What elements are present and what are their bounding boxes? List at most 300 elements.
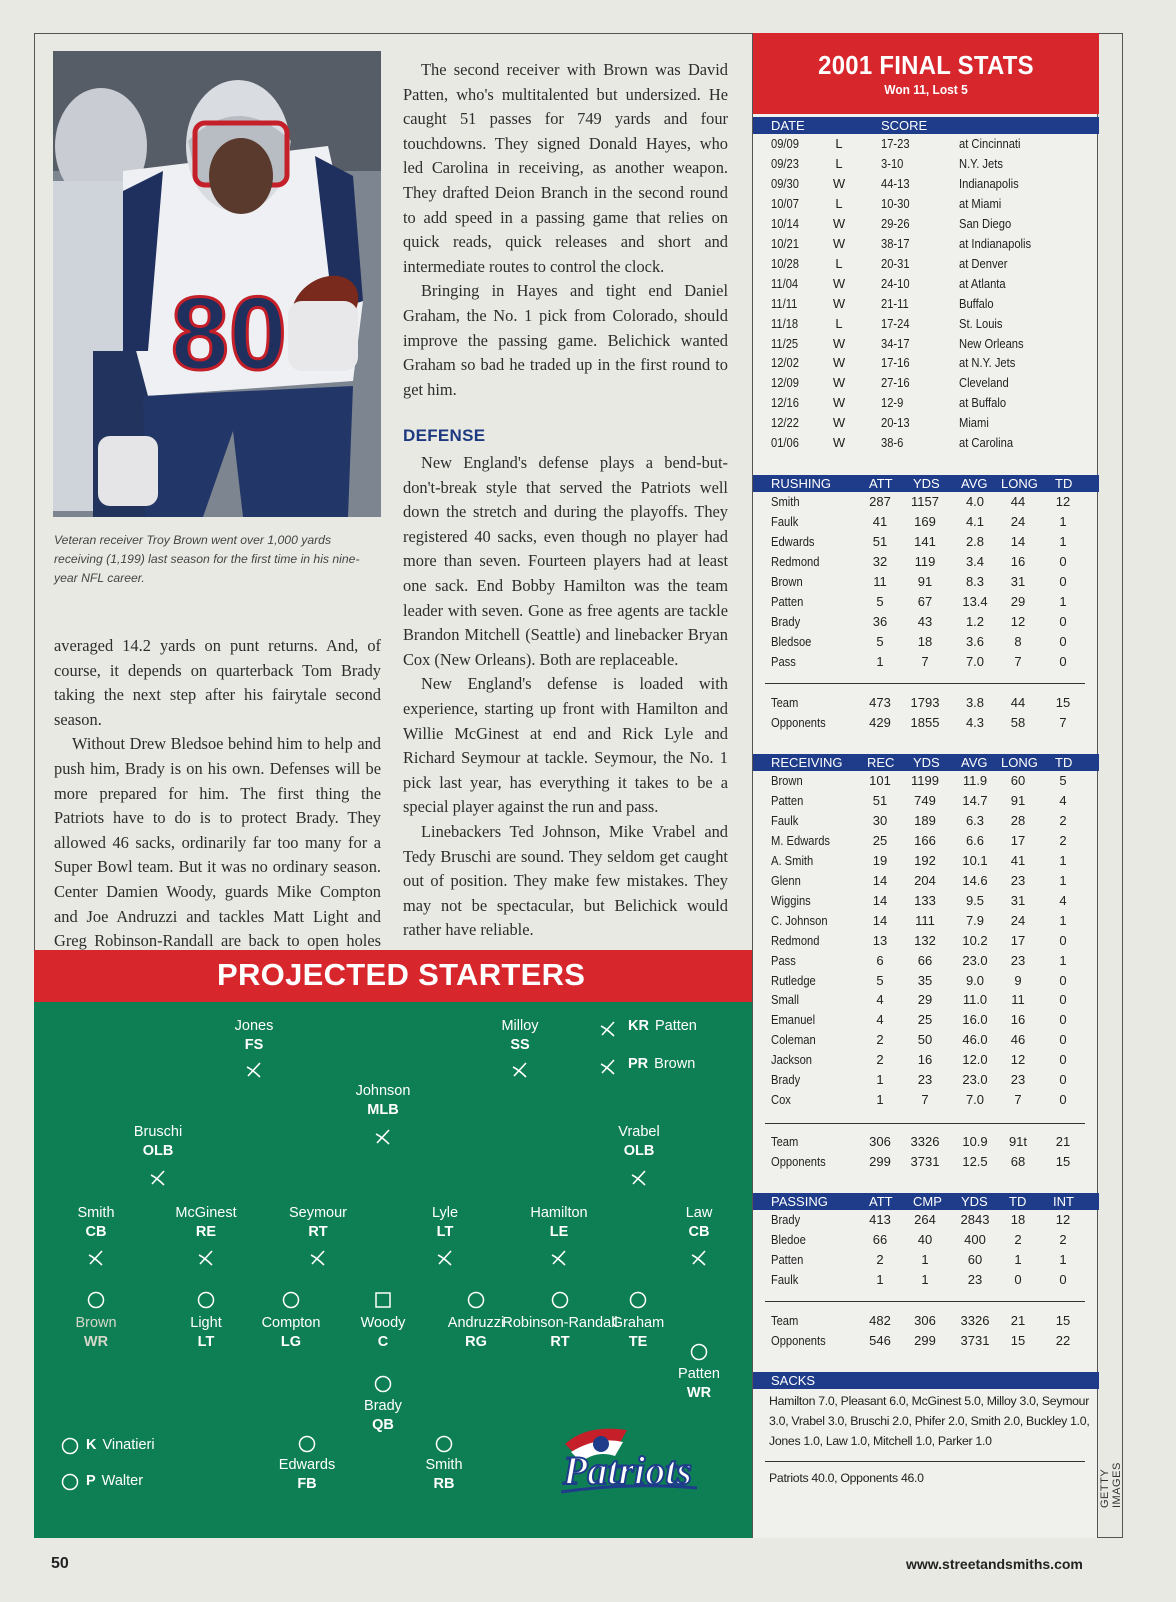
column-header: DATE bbox=[771, 118, 805, 133]
stat-cell: at Cincinnati bbox=[959, 136, 1021, 151]
stat-cell: 19 bbox=[872, 852, 888, 868]
paragraph: New England's defense plays a bend-but-don't-break style that served the Patriots well down the stretch and during the playoffs. They registered 40 sacks, even though no player had more than seven. Fourteen players had at least one sack. End Bobby Hamilton was the team leader with seven. Gone as free agents are tackle Brandon Mitchell (Seattle) and linebacker Bryan Cox (New Orleans). Both are replaceable. bbox=[403, 453, 728, 669]
stat-cell: L bbox=[835, 136, 843, 151]
starter-position: TE bbox=[628, 1333, 648, 1350]
stat-cell: 23 bbox=[1010, 952, 1026, 968]
starter-name: Jones bbox=[234, 1018, 274, 1034]
stat-cell: C. Johnson bbox=[771, 912, 828, 928]
stat-cell: 3731 bbox=[960, 1333, 990, 1348]
starter-position: WR bbox=[83, 1333, 109, 1350]
defender-x-icon bbox=[510, 1060, 530, 1080]
stat-cell: 23.0 bbox=[962, 952, 988, 968]
starter bbox=[501, 1017, 538, 1054]
stat-cell: Emanuel bbox=[771, 1012, 816, 1028]
stat-cell: 14 bbox=[872, 892, 888, 908]
paragraph: New England's defense is loaded with experience, starting up front with Hamilton and Willie McGinest at end and Rick Lyle and Richard Seymour at tackle. Seymour, the No. 1 pick last year, has everything it takes to be a special player against the run and pass. bbox=[403, 674, 728, 817]
returner-x-icon bbox=[598, 1057, 618, 1077]
schedule-row bbox=[753, 274, 1099, 294]
stat-cell: 9.5 bbox=[965, 892, 985, 908]
projected-starters-title: PROJECTED STARTERS bbox=[217, 957, 586, 992]
rushing-row bbox=[753, 532, 1099, 552]
starter-name: McGinest bbox=[175, 1205, 237, 1221]
stat-cell: 1 bbox=[1059, 852, 1067, 868]
stat-cell: 11/04 bbox=[771, 275, 799, 291]
stat-cell: 8 bbox=[1014, 633, 1022, 649]
stat-cell: 67 bbox=[917, 593, 933, 609]
stat-cell: 0 bbox=[1059, 1072, 1067, 1088]
stat-cell: 111 bbox=[915, 912, 935, 928]
stat-cell: Wiggins bbox=[771, 892, 811, 908]
starter-position: RT bbox=[308, 1223, 328, 1240]
stat-cell: M. Edwards bbox=[771, 832, 831, 848]
schedule-row bbox=[753, 154, 1099, 174]
starter-name: Hamilton bbox=[530, 1205, 588, 1221]
stat-cell: 11/25 bbox=[771, 335, 799, 351]
stat-cell: Indianapolis bbox=[959, 175, 1019, 191]
schedule-row bbox=[753, 214, 1099, 234]
column-header: RUSHING bbox=[771, 476, 831, 491]
page-number: 50 bbox=[51, 1555, 69, 1572]
schedule-row bbox=[753, 174, 1099, 194]
stat-cell: 1157 bbox=[911, 494, 939, 509]
stat-cell: 10-30 bbox=[881, 195, 910, 211]
schedule-row bbox=[753, 134, 1099, 154]
rushing-total-row bbox=[753, 693, 1099, 713]
stat-cell: Team bbox=[771, 1134, 799, 1149]
offense-circle-icon bbox=[281, 1290, 301, 1310]
stat-cell: at Atlanta bbox=[959, 275, 1006, 291]
stat-cell: Faulk bbox=[771, 513, 799, 529]
starter-position: LT bbox=[436, 1223, 454, 1240]
starter bbox=[612, 1314, 664, 1351]
receiving-row bbox=[753, 951, 1099, 971]
stat-cell: Faulk bbox=[771, 1271, 799, 1287]
rushing-row bbox=[753, 592, 1099, 612]
defense-heading: DEFENSE bbox=[403, 426, 486, 445]
stat-cell: 10/14 bbox=[771, 215, 799, 231]
stat-cell: 6.3 bbox=[965, 812, 985, 828]
stat-cell: 01/06 bbox=[771, 435, 799, 451]
stat-cell: W bbox=[832, 375, 846, 391]
offense-circle-icon bbox=[689, 1342, 709, 1362]
offense-circle-icon bbox=[466, 1290, 486, 1310]
defender-x-icon bbox=[629, 1168, 649, 1188]
jersey-number: 80 bbox=[171, 276, 287, 392]
stat-cell: 91 bbox=[917, 573, 933, 589]
offense-circle-icon bbox=[628, 1290, 648, 1310]
stat-cell: Redmond bbox=[771, 932, 820, 948]
stat-cell: St. Louis bbox=[959, 315, 1003, 331]
returner bbox=[628, 1056, 695, 1072]
stat-cell: 36 bbox=[872, 613, 888, 629]
stat-cell: 1 bbox=[921, 1251, 929, 1267]
stat-cell: 0 bbox=[1059, 553, 1067, 569]
stat-cell: 169 bbox=[914, 513, 936, 529]
column-header: AVG bbox=[961, 476, 988, 491]
stat-cell: 18 bbox=[1010, 1212, 1026, 1227]
stat-cell: Pass bbox=[771, 653, 796, 669]
stat-cell: Team bbox=[771, 695, 799, 710]
stat-cell: Glenn bbox=[771, 872, 801, 888]
stat-cell: 13 bbox=[872, 932, 888, 948]
stat-cell: 4 bbox=[876, 992, 884, 1008]
stat-cell: 12/22 bbox=[771, 415, 799, 431]
starter-position: LG bbox=[280, 1333, 302, 1350]
starter-name: Law bbox=[685, 1205, 713, 1221]
starter-position: RG bbox=[465, 1333, 487, 1350]
stat-cell: 0 bbox=[1059, 573, 1067, 589]
center-square-icon bbox=[373, 1290, 393, 1310]
stat-cell: 15 bbox=[1055, 695, 1071, 710]
stat-cell: 68 bbox=[1010, 1154, 1026, 1169]
starter-name: Smith bbox=[425, 1457, 463, 1473]
column-header: SACKS bbox=[771, 1373, 816, 1388]
starter-position: MLB bbox=[367, 1101, 399, 1118]
offense-circle-icon bbox=[196, 1290, 216, 1310]
stat-cell: 141 bbox=[914, 533, 936, 549]
starter-position: CB bbox=[688, 1223, 710, 1240]
stat-cell: Rutledge bbox=[771, 972, 816, 988]
stat-cell: 12-9 bbox=[881, 395, 904, 411]
stat-cell: 429 bbox=[869, 715, 891, 730]
stats-sidebar bbox=[752, 33, 1098, 1538]
stat-cell: 132 bbox=[914, 932, 936, 948]
season-record: Won 11, Lost 5 bbox=[884, 82, 968, 97]
stat-cell: 299 bbox=[869, 1154, 891, 1169]
stat-cell: 11/18 bbox=[771, 315, 799, 331]
stat-cell: A. Smith bbox=[771, 852, 814, 868]
stat-cell: 3326 bbox=[910, 1134, 940, 1149]
stat-cell: 473 bbox=[869, 695, 891, 710]
stat-cell: 11/11 bbox=[771, 295, 798, 311]
depth-chart-field bbox=[34, 1002, 752, 1538]
starter-name: Brady bbox=[364, 1398, 402, 1414]
starter-position: OLB bbox=[623, 1142, 655, 1159]
stat-cell: 17 bbox=[1010, 832, 1026, 848]
starter bbox=[530, 1204, 587, 1241]
stat-cell: 0 bbox=[1059, 633, 1067, 649]
receiving-row bbox=[753, 911, 1099, 931]
rushing-row bbox=[753, 572, 1099, 592]
paragraph: averaged 14.2 yards on punt returns. And, of course, it depends on quarterback Tom Brady taking the next step after his fairytale second season. bbox=[54, 636, 381, 729]
stat-cell: 21-11 bbox=[881, 295, 909, 311]
stat-cell: 5 bbox=[876, 972, 884, 988]
stat-cell: 10/28 bbox=[771, 255, 799, 271]
stat-cell: Redmond bbox=[771, 553, 820, 569]
stat-cell: 0 bbox=[1059, 1032, 1067, 1048]
photo-caption: Veteran receiver Troy Brown went over 1,000 yards receiving (1,199) last season for the first time in his nine-year NFL career. bbox=[54, 533, 360, 585]
stat-cell: 0 bbox=[1059, 653, 1067, 669]
stat-cell: at Indianapolis bbox=[959, 235, 1032, 251]
stat-cell: 23 bbox=[1010, 872, 1026, 888]
returner-role: KR bbox=[628, 1018, 649, 1034]
stat-cell: 3326 bbox=[960, 1313, 990, 1328]
stat-cell: 2 bbox=[1014, 1231, 1022, 1247]
starter-position: SS bbox=[510, 1036, 530, 1053]
stat-cell: W bbox=[832, 275, 846, 291]
stat-cell: 7.9 bbox=[965, 912, 985, 928]
stat-cell: L bbox=[835, 155, 843, 171]
stat-cell: 14.6 bbox=[962, 872, 988, 888]
stat-cell: at Carolina bbox=[959, 435, 1014, 451]
stat-cell: 15 bbox=[1055, 1154, 1071, 1169]
stat-cell: 15 bbox=[1010, 1333, 1026, 1348]
stat-cell: 5 bbox=[1059, 773, 1067, 788]
stat-cell: 10/07 bbox=[771, 195, 799, 211]
kicker-circle-icon bbox=[60, 1436, 80, 1456]
schedule-row bbox=[753, 294, 1099, 314]
stat-cell: Small bbox=[771, 992, 799, 1008]
stat-cell: 60 bbox=[1010, 773, 1026, 788]
stat-cell: 3.4 bbox=[965, 553, 985, 569]
defender-x-icon bbox=[86, 1248, 106, 1268]
starter-name: Vrabel bbox=[618, 1124, 660, 1140]
column-header: INT bbox=[1053, 1194, 1074, 1209]
stat-cell: 7 bbox=[1059, 715, 1067, 730]
stat-cell: 11.9 bbox=[962, 773, 988, 788]
stat-cell: L bbox=[835, 255, 843, 271]
stat-cell: 3731 bbox=[910, 1154, 940, 1169]
starter bbox=[175, 1204, 236, 1241]
stat-cell: 43 bbox=[917, 613, 933, 629]
stat-cell: 9 bbox=[1014, 972, 1022, 988]
stat-cell: 0 bbox=[1059, 932, 1067, 948]
starter bbox=[364, 1397, 402, 1434]
stat-cell: 7 bbox=[1014, 653, 1022, 669]
stat-cell: 1 bbox=[1059, 872, 1067, 888]
receiving-row bbox=[753, 811, 1099, 831]
stat-cell: 3-10 bbox=[881, 155, 904, 171]
divider bbox=[765, 1301, 1085, 1302]
receiving-row bbox=[753, 891, 1099, 911]
defender-x-icon bbox=[244, 1060, 264, 1080]
stat-cell: 32 bbox=[872, 553, 888, 569]
rushing-row bbox=[753, 632, 1099, 652]
starter bbox=[432, 1204, 458, 1241]
stat-cell: 25 bbox=[917, 1012, 933, 1028]
stat-cell: 38-17 bbox=[881, 235, 910, 251]
stat-cell: W bbox=[832, 295, 846, 311]
rushing-row bbox=[753, 552, 1099, 572]
stat-cell: 7.0 bbox=[965, 653, 985, 669]
starter-name: Smith bbox=[77, 1205, 115, 1221]
schedule-row bbox=[753, 254, 1099, 274]
website: www.streetandsmiths.com bbox=[906, 1556, 1083, 1572]
divider bbox=[765, 683, 1085, 684]
stat-cell: Buffalo bbox=[959, 295, 994, 311]
stat-cell: 0 bbox=[1059, 1052, 1067, 1068]
starter-position: LE bbox=[549, 1223, 569, 1240]
returner-name: Patten bbox=[654, 1018, 697, 1034]
starter-name: Lyle bbox=[431, 1205, 459, 1221]
defender-x-icon bbox=[373, 1127, 393, 1147]
returner-role: PR bbox=[628, 1056, 649, 1072]
starter-name: Brown bbox=[75, 1315, 117, 1331]
starter bbox=[134, 1123, 182, 1160]
stat-cell: W bbox=[832, 175, 846, 191]
passing-row bbox=[753, 1270, 1099, 1290]
stat-cell: 0 bbox=[1059, 1092, 1067, 1108]
stat-cell: 46 bbox=[1010, 1032, 1026, 1048]
sacks-header bbox=[753, 1372, 1099, 1389]
starter-name: Edwards bbox=[278, 1457, 336, 1473]
column-header: LONG bbox=[1001, 476, 1038, 491]
starter-position: QB bbox=[372, 1416, 394, 1433]
stat-cell: 1.2 bbox=[965, 613, 985, 629]
stat-cell: 1 bbox=[1059, 1251, 1067, 1267]
stat-cell: 41 bbox=[872, 513, 888, 529]
receiving-row bbox=[753, 1090, 1099, 1110]
projected-starters-banner bbox=[34, 950, 752, 1002]
stat-cell: 1 bbox=[876, 653, 884, 669]
stat-cell: Team bbox=[771, 1313, 799, 1328]
starter-name: Robinson-Randall bbox=[502, 1315, 618, 1331]
stat-cell: W bbox=[832, 415, 846, 431]
stat-cell: 91 bbox=[1010, 792, 1026, 808]
stat-cell: 1855 bbox=[910, 715, 940, 730]
stats-title: 2001 FINAL STATS bbox=[818, 50, 1034, 80]
stat-cell: Patten bbox=[771, 593, 804, 609]
stat-cell: at N.Y. Jets bbox=[959, 355, 1016, 371]
rushing-total-row bbox=[753, 713, 1099, 733]
stat-cell: 7 bbox=[921, 1092, 929, 1108]
offense-circle-icon bbox=[550, 1290, 570, 1310]
column-header: TD bbox=[1055, 476, 1073, 491]
middle-column-defense bbox=[403, 451, 728, 943]
stat-cell: 1 bbox=[1059, 533, 1067, 549]
stat-cell: 2 bbox=[1059, 832, 1067, 848]
schedule-row bbox=[753, 353, 1099, 373]
receiving-row bbox=[753, 1010, 1099, 1030]
stat-cell: 17-23 bbox=[881, 136, 910, 151]
stat-cell: 51 bbox=[872, 533, 888, 549]
starter bbox=[235, 1017, 274, 1054]
stat-cell: 166 bbox=[914, 832, 936, 848]
schedule-row bbox=[753, 334, 1099, 354]
stat-cell: 20-31 bbox=[881, 255, 910, 271]
starter-position: WR bbox=[686, 1384, 712, 1401]
starter-name: Graham bbox=[611, 1315, 665, 1331]
starter-position: RT bbox=[550, 1333, 570, 1350]
stat-cell: W bbox=[832, 335, 846, 351]
player-photo bbox=[53, 51, 381, 517]
stat-cell: 66 bbox=[872, 1231, 888, 1247]
starter bbox=[356, 1082, 411, 1119]
stat-cell: 400 bbox=[964, 1231, 986, 1247]
stat-cell: Opponents bbox=[771, 1154, 826, 1169]
stat-cell: Bledoe bbox=[771, 1231, 806, 1247]
stat-cell: 23 bbox=[967, 1271, 983, 1287]
stat-cell: 1199 bbox=[911, 773, 939, 788]
stat-cell: 749 bbox=[914, 792, 936, 808]
middle-column-top bbox=[403, 58, 728, 402]
stat-cell: 18 bbox=[917, 633, 933, 649]
stat-cell: 287 bbox=[869, 494, 891, 509]
stat-cell: Brady bbox=[771, 1072, 801, 1088]
offense-circle-icon bbox=[86, 1290, 106, 1310]
offense-circle-icon bbox=[297, 1434, 317, 1454]
schedule-row bbox=[753, 234, 1099, 254]
column-header: ATT bbox=[869, 476, 893, 491]
stat-cell: 7 bbox=[921, 653, 929, 669]
stat-cell: 11.0 bbox=[962, 992, 988, 1008]
stat-cell: 4 bbox=[1059, 792, 1067, 808]
left-column bbox=[54, 634, 381, 978]
stat-cell: 5 bbox=[876, 633, 884, 649]
stat-cell: 306 bbox=[914, 1313, 936, 1328]
stat-cell: San Diego bbox=[959, 215, 1012, 231]
stat-cell: 1 bbox=[876, 1271, 884, 1287]
stat-cell: 1 bbox=[876, 1072, 884, 1088]
starter bbox=[686, 1204, 713, 1241]
starter-position: LT bbox=[197, 1333, 215, 1350]
starter-name: Woody bbox=[360, 1315, 406, 1331]
stat-cell: 204 bbox=[914, 872, 936, 888]
passing-row bbox=[753, 1230, 1099, 1250]
stat-cell: 10/21 bbox=[771, 235, 799, 251]
stat-cell: 1 bbox=[1014, 1251, 1022, 1267]
stat-cell: 2 bbox=[1059, 812, 1067, 828]
stat-cell: 1 bbox=[921, 1271, 929, 1287]
starter-name: Bruschi bbox=[133, 1124, 183, 1140]
rushing-row bbox=[753, 512, 1099, 532]
stat-cell: 1 bbox=[1059, 952, 1067, 968]
receiving-row bbox=[753, 871, 1099, 891]
sacks-total: Patriots 40.0, Opponents 46.0 bbox=[769, 1471, 924, 1485]
receiving-row bbox=[753, 1050, 1099, 1070]
column-header: ATT bbox=[869, 1194, 893, 1209]
stat-cell: 413 bbox=[869, 1212, 891, 1227]
rushing-header bbox=[753, 475, 1099, 492]
column-header: YDS bbox=[913, 476, 940, 491]
column-header: LONG bbox=[1001, 755, 1038, 770]
stat-cell: 2 bbox=[876, 1052, 884, 1068]
stat-cell: 546 bbox=[869, 1333, 891, 1348]
stat-cell: Opponents bbox=[771, 1333, 826, 1348]
rushing-row bbox=[753, 652, 1099, 672]
stat-cell: 09/23 bbox=[771, 155, 799, 171]
returner-x-icon bbox=[598, 1019, 618, 1039]
stat-cell: 12 bbox=[1010, 1052, 1026, 1068]
receiving-total-row bbox=[753, 1152, 1099, 1172]
patriots-logo bbox=[557, 1422, 702, 1500]
stat-cell: 12/09 bbox=[771, 375, 799, 391]
receiving-header bbox=[753, 754, 1099, 771]
stat-cell: 38-6 bbox=[881, 435, 904, 451]
stat-cell: 189 bbox=[914, 812, 936, 828]
stat-cell: 1 bbox=[1059, 912, 1067, 928]
starter bbox=[279, 1456, 335, 1493]
stat-cell: Brady bbox=[771, 1212, 801, 1227]
receiving-row bbox=[753, 771, 1099, 791]
stat-cell: 25 bbox=[872, 832, 888, 848]
stat-cell: 12.5 bbox=[962, 1154, 988, 1169]
schedule-row bbox=[753, 393, 1099, 413]
receiving-row bbox=[753, 971, 1099, 991]
stat-cell: 299 bbox=[914, 1333, 936, 1348]
stat-cell: 10.1 bbox=[962, 852, 988, 868]
stat-cell: 14 bbox=[872, 912, 888, 928]
stat-cell: 46.0 bbox=[962, 1032, 988, 1048]
kicker-name: Vinatieri bbox=[102, 1437, 155, 1453]
column-header: AVG bbox=[961, 755, 988, 770]
column-header: PASSING bbox=[771, 1194, 828, 1209]
stat-cell: 6.6 bbox=[965, 832, 985, 848]
column-header: TD bbox=[1055, 755, 1073, 770]
starter bbox=[618, 1123, 659, 1160]
stat-cell: 12.0 bbox=[962, 1052, 988, 1068]
stat-cell: 2843 bbox=[960, 1212, 990, 1227]
